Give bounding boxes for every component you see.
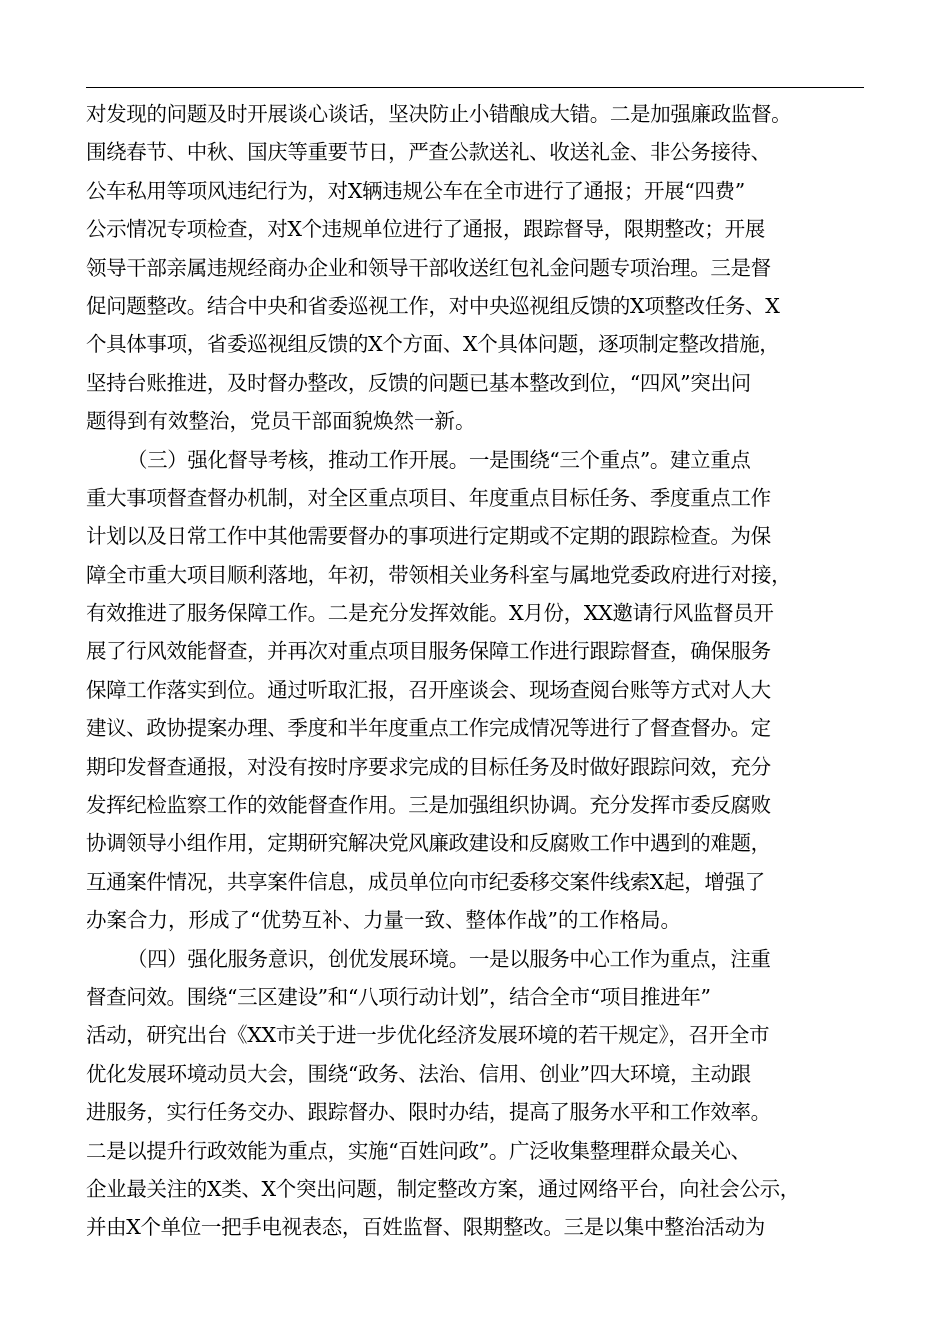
text-line: 优化发展环境动员大会，围绕“政务、法治、信用、创业”四大环境，主动跟	[86, 1061, 751, 1086]
paragraph-first-line: （三）强化督导考核，推动工作开展。一是围绕“三个重点”。建立重点	[127, 447, 751, 472]
text-line: 协调领导小组作用，定期研究解决党风廉政建设和反腐败工作中遇到的难题，	[86, 831, 771, 856]
text-line: 活动，研究出台《XX市关于进一步优化经济发展环境的若干规定》，召开全市	[86, 1023, 770, 1048]
text-line: 计划以及日常工作中其他需要督办的事项进行定期或不定期的跟踪检查。为保	[86, 524, 771, 549]
text-line: 促问题整改。结合中央和省委巡视工作，对中央巡视组反馈的X项整改任务、X	[86, 293, 780, 318]
text-line: 围绕春节、中秋、国庆等重要节日，严查公款送礼、收送礼金、非公务接待、	[86, 140, 771, 165]
text-line: 个具体事项，省委巡视组反馈的X个方面、X个具体问题，逐项制定整改措施，	[86, 332, 780, 357]
header-rule	[86, 87, 864, 88]
text-line: 公车私用等项风违纪行为，对X辆违规公车在全市进行了通报；开展“四费”	[86, 178, 745, 203]
text-line: 公示情况专项检查，对X个违规单位进行了通报，跟踪督导，限期整改；开展	[86, 217, 765, 242]
text-line: 进服务，实行任务交办、跟踪督办、限时办结，提高了服务水平和工作效率。	[86, 1100, 771, 1125]
document-body	[86, 95, 876, 1247]
text-line: 建议、政协提案办理、季度和半年度重点工作完成情况等进行了督查督办。定	[86, 716, 771, 741]
paragraph-first-line: （四）强化服务意识，创优发展环境。一是以服务中心工作为重点，注重	[127, 946, 771, 971]
text-line: 对发现的问题及时开展谈心谈话，坚决防止小错酿成大错。二是加强廉政监督。	[86, 102, 792, 126]
text-line: 企业最关注的X类、X个突出问题，制定整改方案，通过网络平台，向社会公示，	[86, 1176, 800, 1201]
text-line: 重大事项督查督办机制，对全区重点项目、年度重点目标任务、季度重点工作	[86, 485, 771, 510]
text-line: 领导干部亲属违规经商办企业和领导干部收送红包礼金问题专项治理。三是督	[86, 255, 771, 280]
text-line: 办案合力，形成了“优势互补、力量一致、整体作战”的工作格局。	[86, 908, 681, 933]
text-line: 保障工作落实到位。通过听取汇报，召开座谈会、现场查阅台账等方式对人大	[86, 677, 771, 702]
text-line: 发挥纪检监察工作的效能督查作用。三是加强组织协调。充分发挥市委反腐败	[86, 793, 771, 818]
text-line: 展了行风效能督查，并再次对重点项目服务保障工作进行跟踪督查，确保服务	[86, 639, 771, 664]
text-line: 二是以提升行政效能为重点，实施“百姓问政”。广泛收集整理群众最关心、	[86, 1138, 751, 1163]
text-line: 期印发督查通报，对没有按时序要求完成的目标任务及时做好跟踪问效，充分	[86, 754, 771, 779]
text-line: 题得到有效整治，党员干部面貌焕然一新。	[86, 409, 476, 434]
text-line: 有效推进了服务保障工作。二是充分发挥效能。X月份，XX邀请行风监督员开	[86, 601, 774, 626]
text-line: 并由X个单位一把手电视表态，百姓监督、限期整改。三是以集中整治活动为	[86, 1215, 765, 1240]
text-line: 互通案件情况，共享案件信息，成员单位向市纪委移交案件线索X起，增强了	[86, 869, 765, 894]
text-line: 督查问效。围绕“三区建设”和“八项行动计划”，结合全市“项目推进年”	[86, 984, 711, 1009]
text-line: 坚持台账推进，及时督办整改，反馈的问题已基本整改到位，“四风”突出问	[86, 370, 751, 395]
text-line: 障全市重大项目顺利落地，年初，带领相关业务科室与属地党委政府进行对接，	[86, 562, 792, 587]
